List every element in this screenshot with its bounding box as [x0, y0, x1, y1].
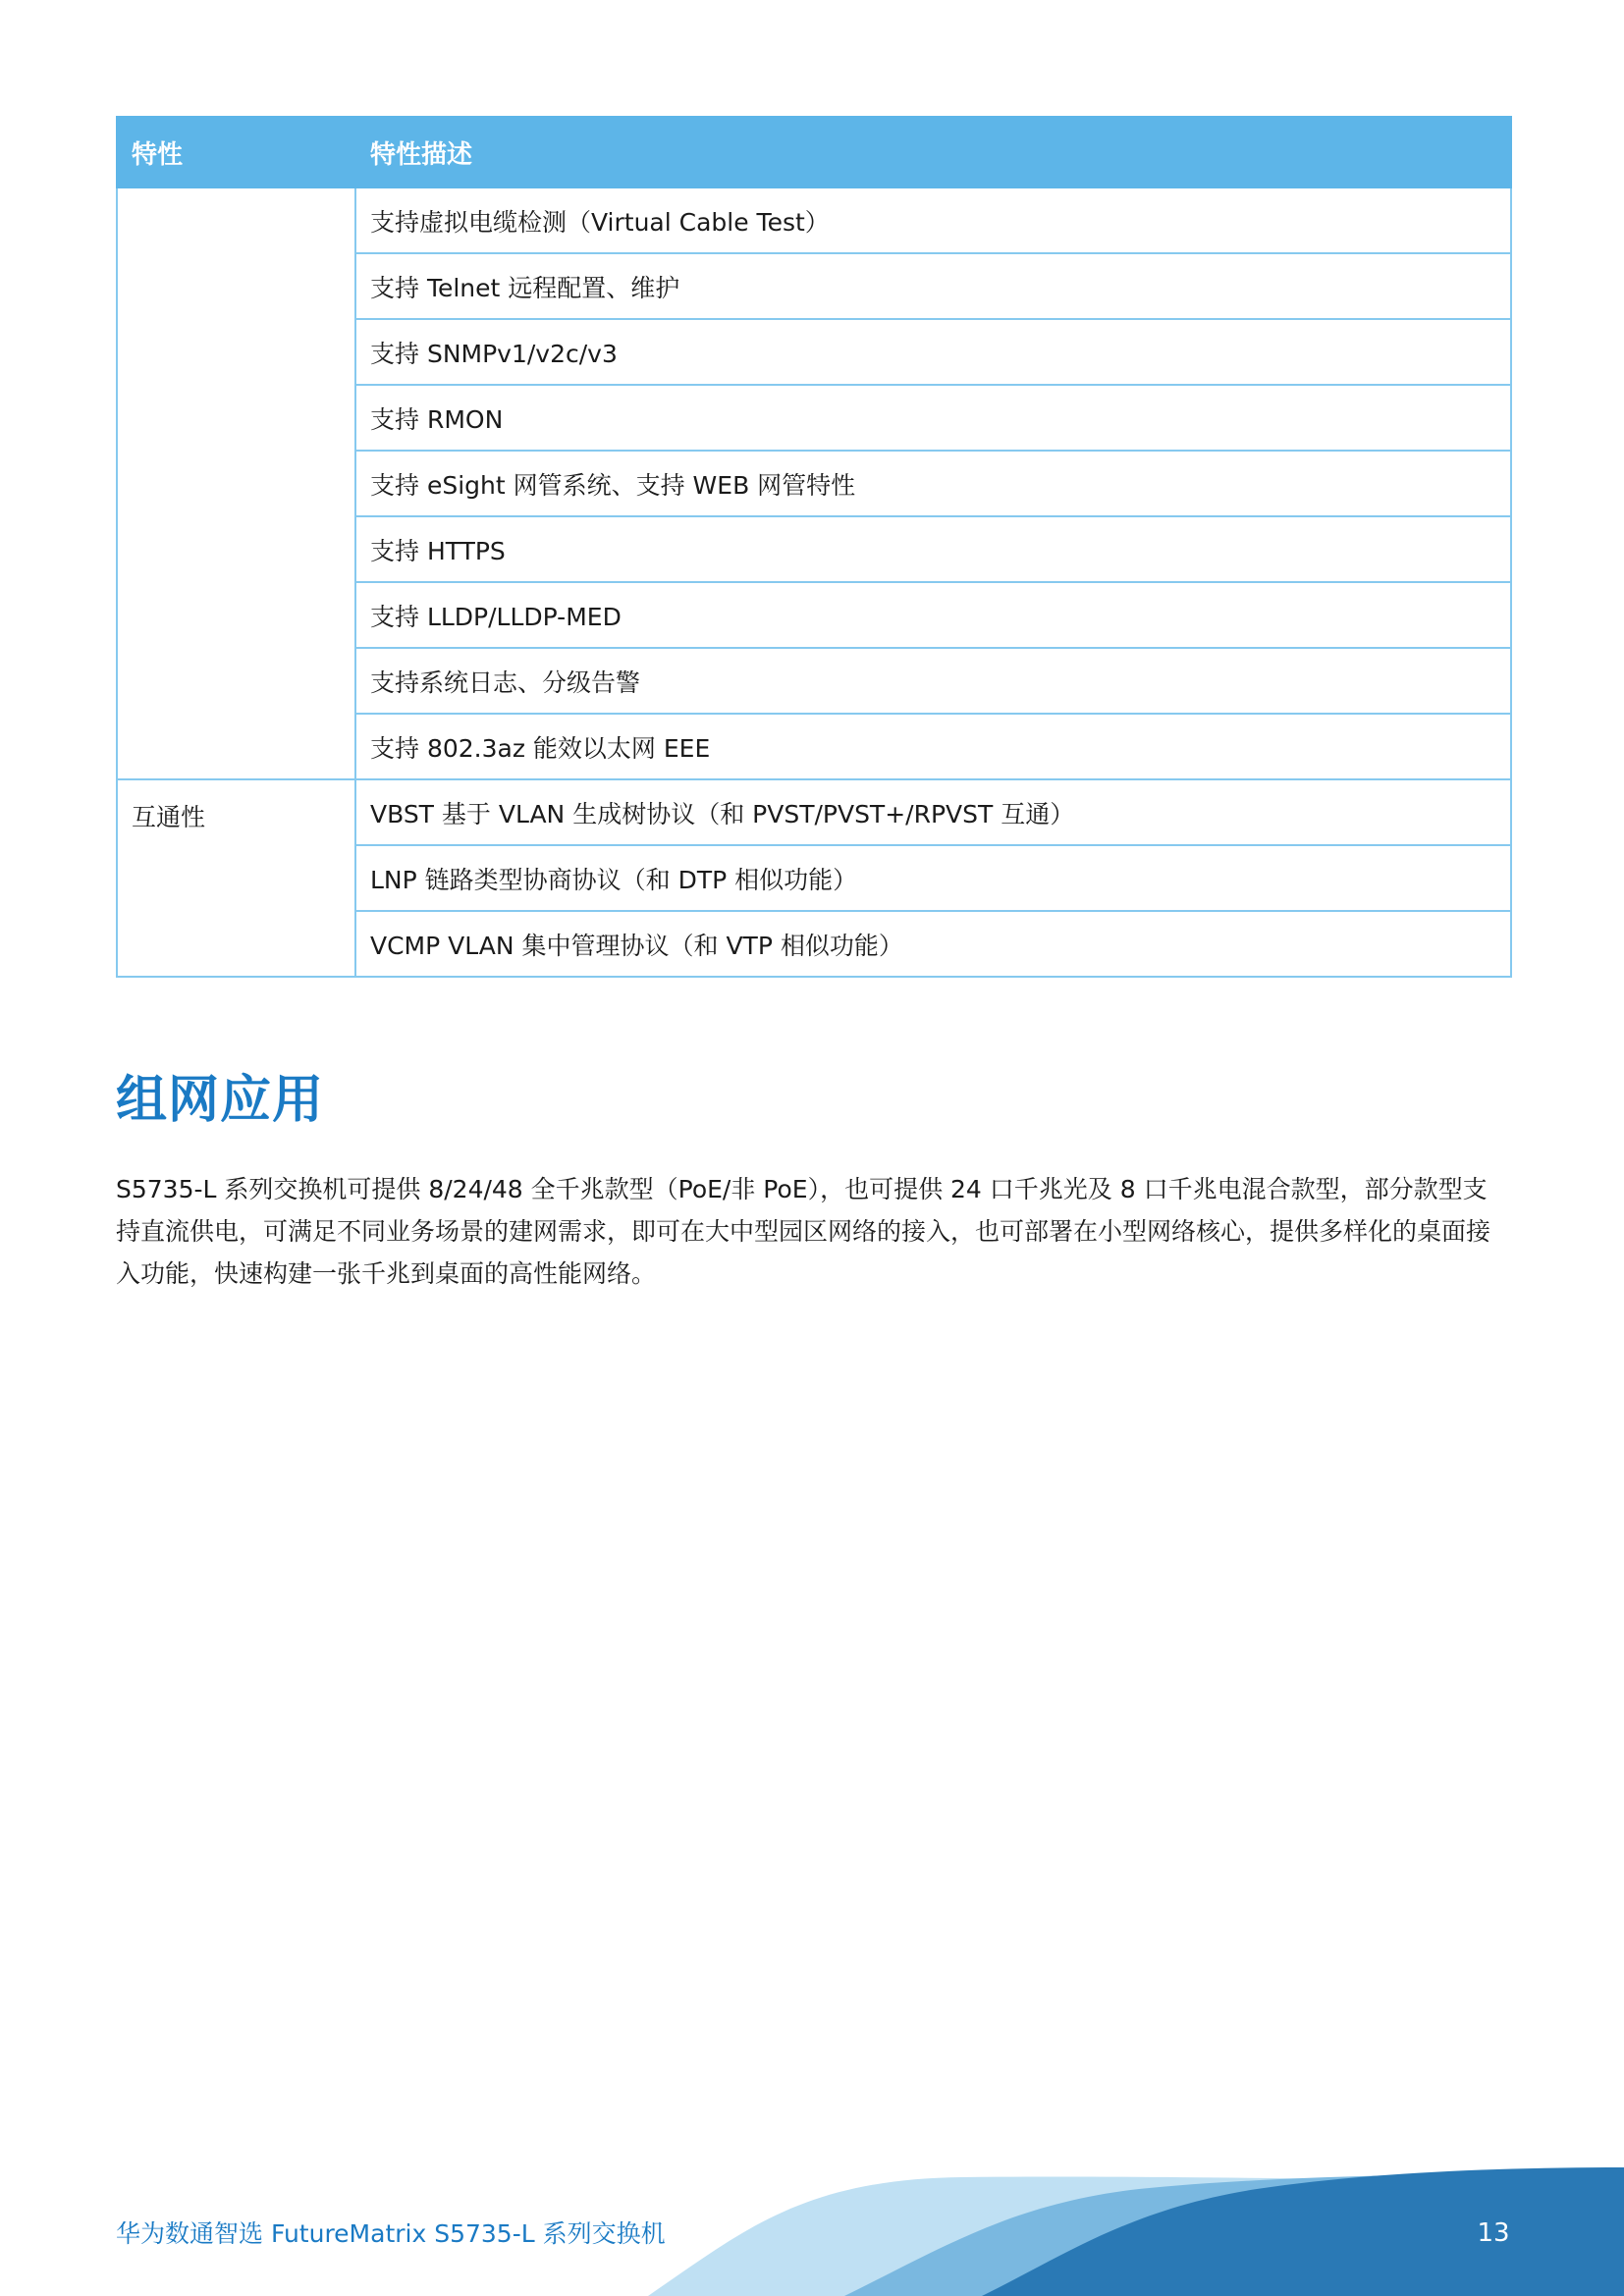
description-cell: 支持 HTTPS [355, 516, 1511, 582]
feature-cell [117, 187, 355, 779]
header-feature: 特性 [117, 117, 355, 187]
table-header-row [117, 117, 1511, 187]
description-cell: VCMP VLAN 集中管理协议（和 VTP 相似功能） [355, 911, 1511, 977]
description-cell: VBST 基于 VLAN 生成树协议（和 PVST/PVST+/RPVST 互通） [355, 779, 1511, 845]
description-cell: 支持 eSight 网管系统、支持 WEB 网管特性 [355, 451, 1511, 516]
spec-table [116, 116, 1512, 978]
section-title: 组网应用 [116, 1071, 325, 1130]
description-cell: 支持 Telnet 远程配置、维护 [355, 253, 1511, 319]
description-cell: LNP 链路类型协商协议（和 DTP 相似功能） [355, 845, 1511, 911]
table-row [117, 779, 1511, 845]
section-body: S5735-L 系列交换机可提供 8/24/48 全千兆款型（PoE/非 PoE），也可提供 24 口千兆光及 8 口千兆电混合款型，部分款型支持直流供电，可满足不同业务场景的建网需求，即可在大中型园区网络的接入，也可部署在小型网络核心，提供多样化的桌面接入功能，快速构建一张千兆到桌面的高性能网络。 [116, 1175, 1491, 1288]
description-cell: 支持 802.3az 能效以太网 EEE [355, 714, 1511, 779]
footer-brand: 华为数通智选 FutureMatrix S5735-L 系列交换机 [116, 2219, 666, 2248]
description-cell: 支持 RMON [355, 385, 1511, 451]
table-row [117, 187, 1511, 253]
header-description: 特性描述 [355, 117, 1511, 187]
description-cell: 支持虚拟电缆检测（Virtual Cable Test） [355, 187, 1511, 253]
description-cell: 支持系统日志、分级告警 [355, 648, 1511, 714]
feature-cell: 互通性 [117, 779, 355, 977]
description-cell: 支持 SNMPv1/v2c/v3 [355, 319, 1511, 385]
page-number: 13 [1477, 2218, 1510, 2248]
description-cell: 支持 LLDP/LLDP-MED [355, 582, 1511, 648]
